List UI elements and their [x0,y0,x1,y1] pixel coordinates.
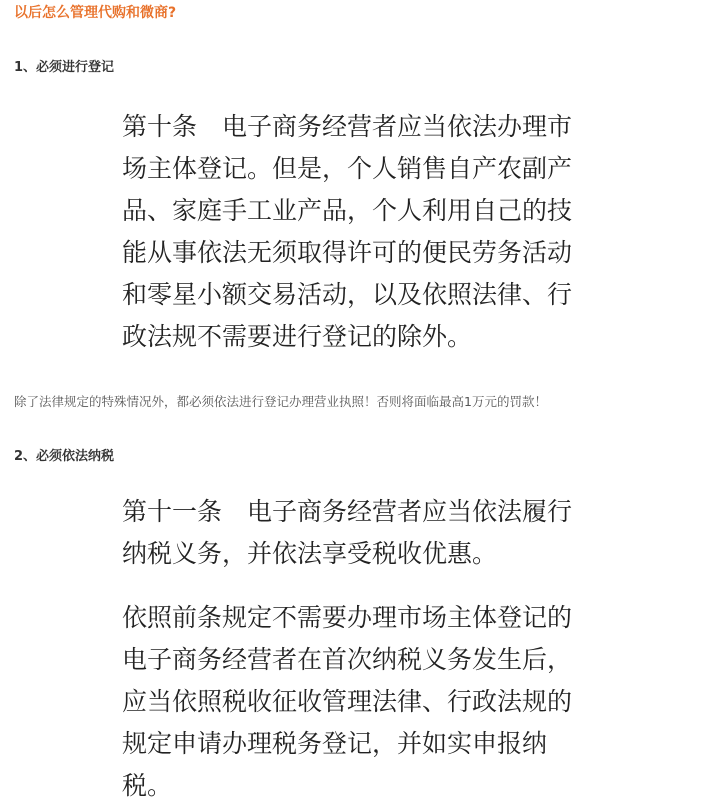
section-heading-registration: 1、必须进行登记 [14,60,115,75]
law-article-11-paragraph-2 [122,597,572,807]
law-line: 应当依照税收征收管理法律、行政法规的 [122,687,573,716]
law-line: 能从事依法无须取得许可的便民劳务活动 [122,238,573,267]
section-heading-tax: 2、必须依法纳税 [14,449,115,464]
law-line: 纳税义务，并依法享受税收优惠。 [122,539,498,568]
law-line: 税。 [122,771,173,800]
law-line: 和零星小额交易活动，以及依照法律、行 [122,280,573,309]
registration-note: 除了法律规定的特殊情况外，都必须依法进行登记办理营业执照！否则将面临最高1万元的罚款！ [14,394,547,409]
article-title: 以后怎么管理代购和微商? [14,5,177,21]
law-article-10 [122,106,572,358]
law-article-11 [122,491,572,575]
law-line: 电子商务经营者在首次纳税义务发生后， [122,645,573,674]
law-line: 政法规不需要进行登记的除外。 [122,322,473,351]
law-line: 依照前条规定不需要办理市场主体登记的 [122,603,573,632]
law-line: 场主体登记。但是，个人销售自产农副产 [122,154,573,183]
law-line: 品、家庭手工业产品，个人利用自己的技 [122,196,573,225]
law-line: 规定申请办理税务登记，并如实申报纳 [122,729,548,758]
law-line: 第十条 电子商务经营者应当依法办理市 [122,112,573,141]
law-line: 第十一条 电子商务经营者应当依法履行 [122,497,573,526]
